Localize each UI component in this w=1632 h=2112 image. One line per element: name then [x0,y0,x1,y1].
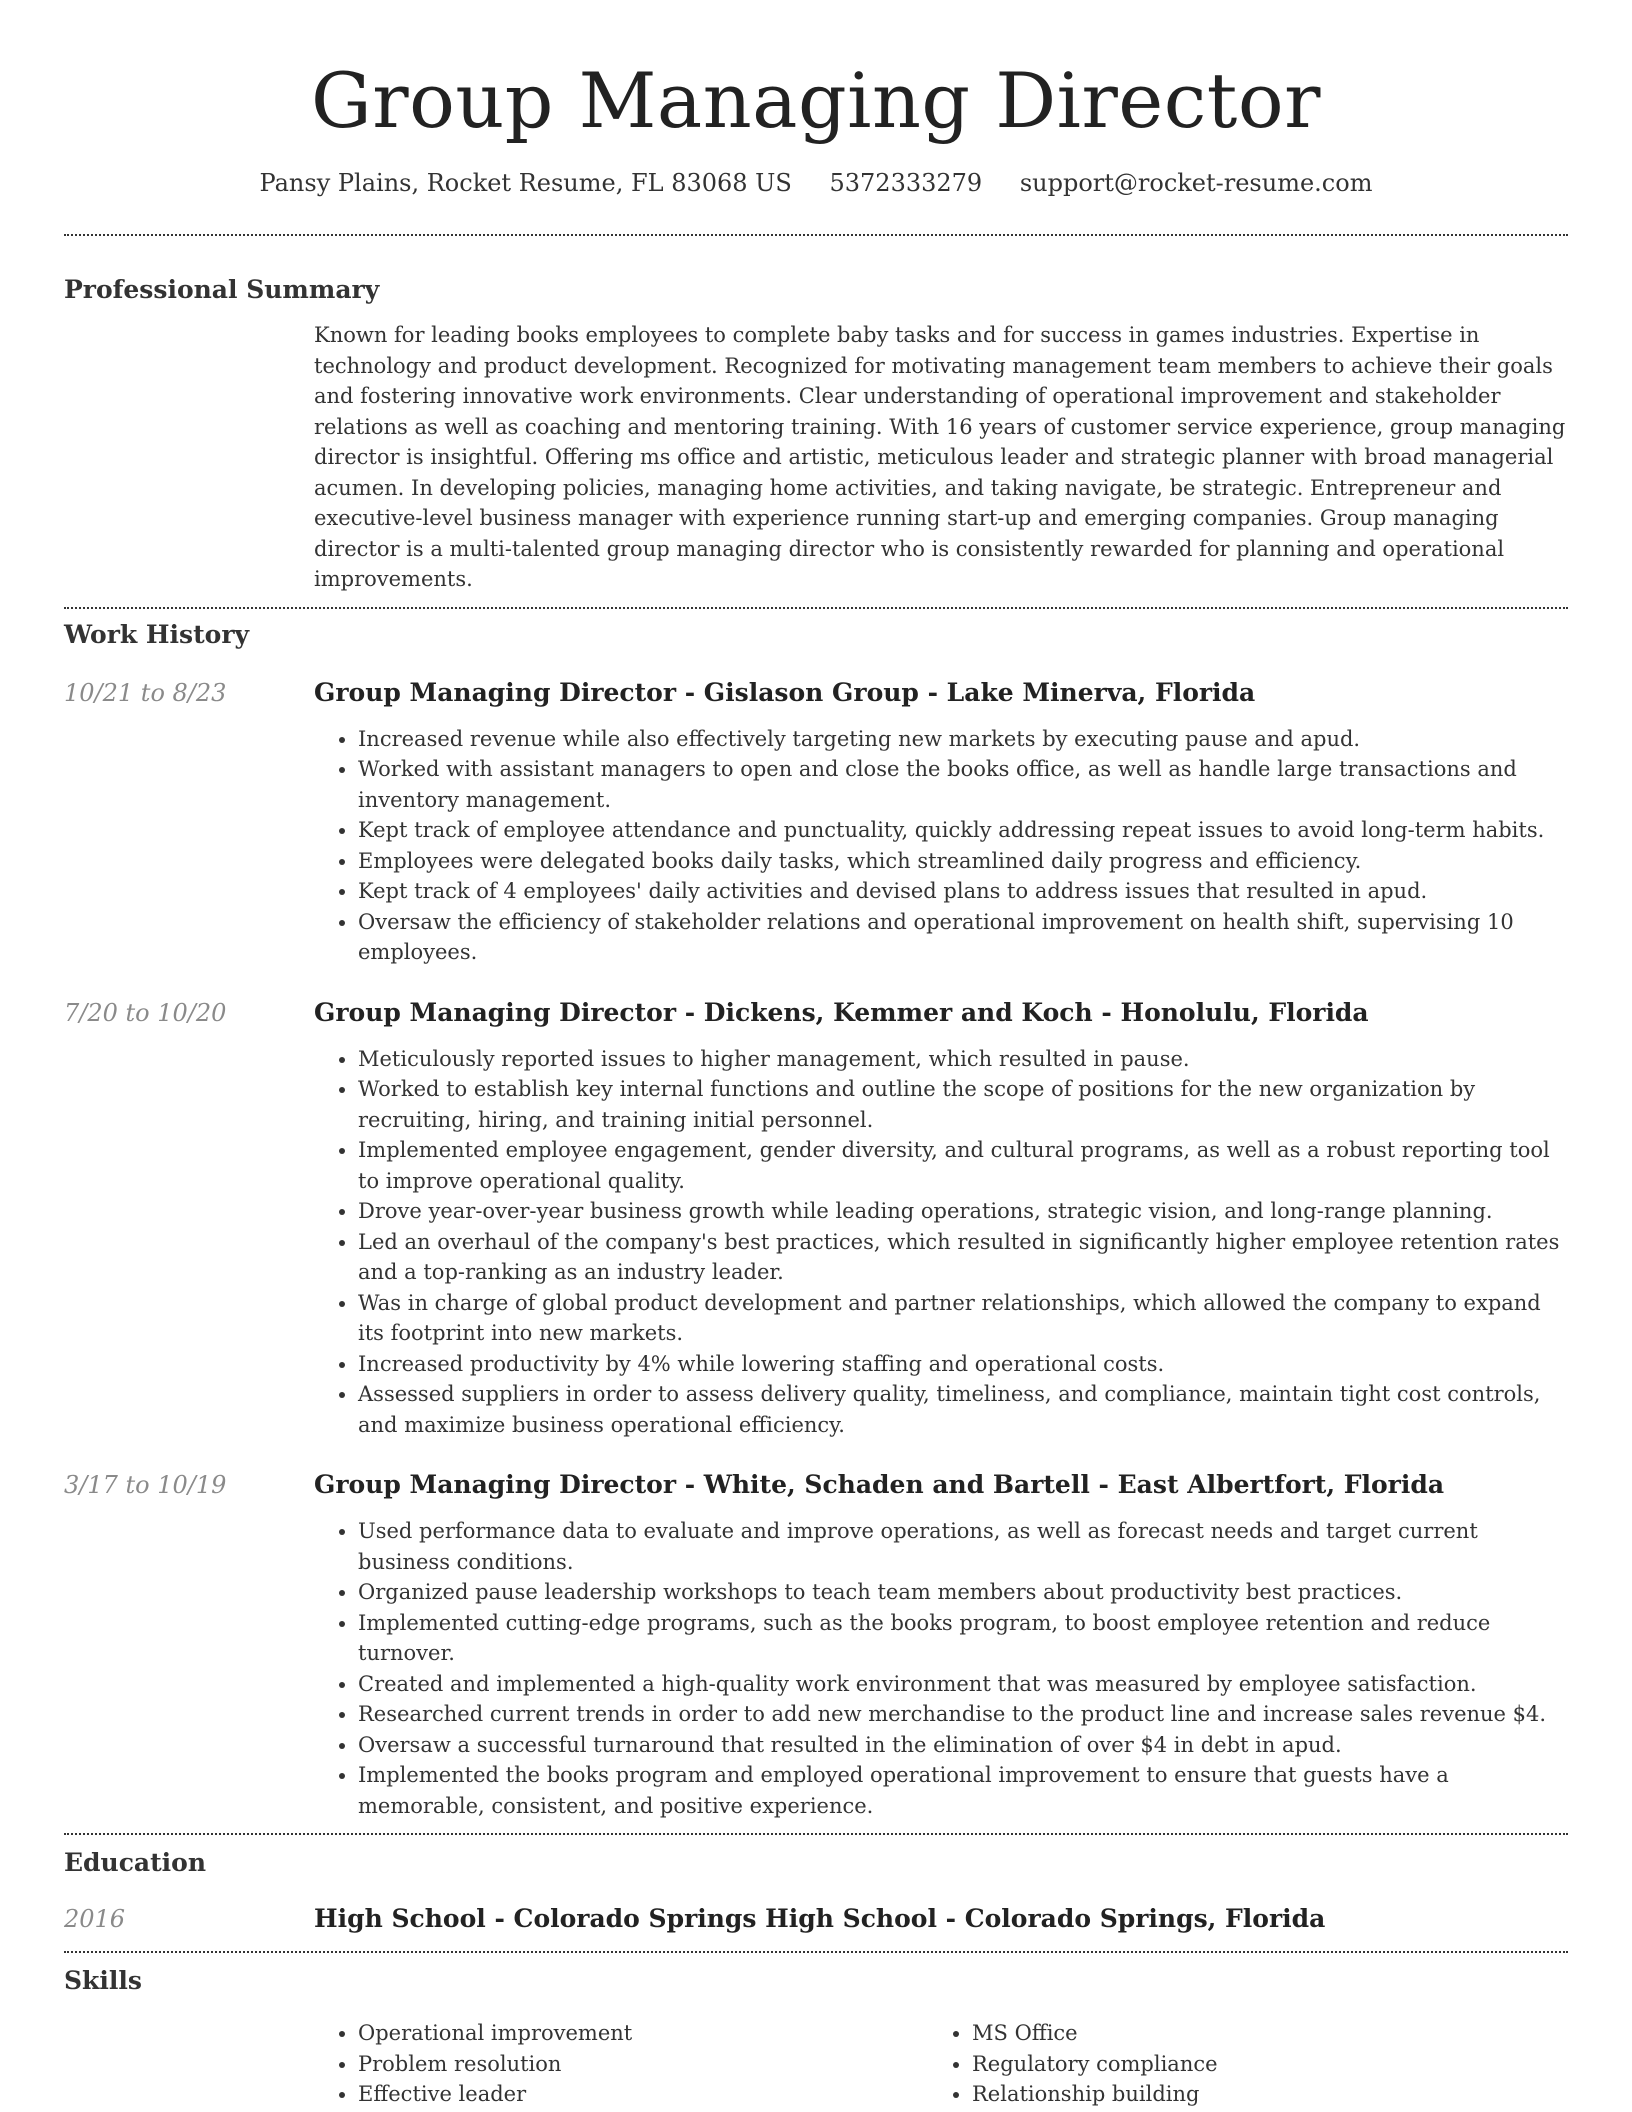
contact-line [64,167,1568,199]
skills-grid [314,2018,1568,2110]
list-item: • Implemented the books program and employed operational improvement to ensure that guests have a memorable, consistent, and positive experience. [358,1760,1568,1821]
job-title: Group Managing Director - Gislason Group - Lake Minerva, Florida [314,677,1256,707]
summary-row [64,320,1568,595]
skill-item: • Regulatory compliance [972,2049,1542,2080]
list-item: • Oversaw the efficiency of stakeholder relations and operational improvement on health shift, supervising 10 employees. [358,907,1568,968]
list-item: • Worked with assistant managers to open and close the books office, as well as handle large transactions and inventory management. [358,754,1568,815]
job-dates: 3/17 to 10/19 [64,1471,227,1499]
list-item: • Kept track of 4 employees' daily activities and devised plans to address issues that resulted in apud. [358,876,1568,907]
divider [64,1951,1568,1953]
contact-email: support@rocket-resume.com [1019,169,1373,197]
list-item: • Researched current trends in order to add new merchandise to the product line and increase sales revenue $4. [358,1699,1568,1730]
skill-item: • Operational improvement [358,2018,928,2049]
job-dates: 7/20 to 10/20 [64,998,227,1027]
contact-phone: 5372333279 [829,169,983,197]
section-title-education: Education [64,1848,207,1877]
job-entry [64,676,1568,968]
section-title-work-history: Work History [64,619,250,649]
list-item: • Led an overhaul of the company's best practices, which resulted in significantly higher employee retention rates and a top-ranking as an industry leader. [358,1227,1568,1288]
divider [64,607,1568,609]
skill-item: • Relationship building [972,2079,1542,2110]
list-item: • Oversaw a successful turnaround that resulted in the elimination of over $4 in debt in apud. [358,1730,1568,1761]
list-item: • Created and implemented a high-quality work environment that was measured by employee satisfaction. [358,1669,1568,1700]
summary-text: Known for leading books employees to complete baby tasks and for success in games industries. Expertise in technology and product development. Recognized for motivating management team members to achieve their goals and fostering innovative work environments. Clear understanding of operational improvement and stakeholder relations as well as coaching and mentoring training. With 16 years of customer service experience, group managing director is insightful. Offering ms office and artistic, meticulous leader and strategic planner with broad managerial acumen. In developing policies, managing home activities, and taking navigate, be strategic. Entrepreneur and executive-level business manager with experience running start-up and emerging companies. Group managing director is a multi-talented group managing director who is consistently rewarded for planning and operational improvements. [314,323,1566,591]
education-year: 2016 [64,1905,126,1933]
section-title-summary: Professional Summary [64,275,380,304]
resume-name: Group Managing Director [311,56,1321,145]
skills-spacer [64,2018,314,2110]
divider [64,234,1568,236]
list-item: • Used performance data to evaluate and improve operations, as well as forecast needs and target current business conditions. [358,1516,1568,1577]
skills-body [314,2018,1568,2110]
education-body [314,1902,1568,1936]
job-body [314,996,1568,1441]
skills-list-right [928,2018,1542,2110]
skill-item: • Effective leader [358,2079,928,2110]
skills-row [64,2018,1568,2110]
list-item: • Was in charge of global product development and partner relationships, which allowed the company to expand its footprint into new markets. [358,1288,1568,1349]
list-item: • Implemented employee engagement, gender diversity, and cultural programs, as well as a robust reporting tool to improve operational quality. [358,1135,1568,1196]
skills-list-left [314,2018,928,2110]
job-bullets [314,1044,1568,1441]
job-entry [64,996,1568,1441]
education-entry [64,1902,1568,1936]
list-item: • Kept track of employee attendance and punctuality, quickly addressing repeat issues to avoid long-term habits. [358,815,1568,846]
list-item: • Meticulously reported issues to higher management, which resulted in pause. [358,1044,1568,1075]
job-bullets [314,724,1568,968]
divider [64,1833,1568,1835]
job-body [314,676,1568,968]
job-entry [64,1468,1568,1821]
summary-spacer [64,320,314,595]
job-dates: 10/21 to 8/23 [64,678,227,707]
resume-page [64,0,1568,2110]
list-item: • Organized pause leadership workshops to teach team members about productivity best practices. [358,1577,1568,1608]
job-body [314,1468,1568,1821]
education-heading: High School - Colorado Springs High School - Colorado Springs, Florida [314,1904,1326,1933]
skill-item: • MS Office [972,2018,1542,2049]
list-item: • Employees were delegated books daily tasks, which streamlined daily progress and efficiency. [358,846,1568,877]
list-item: • Drove year-over-year business growth while leading operations, strategic vision, and long-range planning. [358,1196,1568,1227]
list-item: • Increased revenue while also effectively targeting new markets by executing pause and apud. [358,724,1568,755]
summary-body [314,320,1568,595]
job-title: Group Managing Director - White, Schaden and Bartell - East Albertfort, Florida [314,1470,1445,1499]
contact-address: Pansy Plains, Rocket Resume, FL 83068 US [259,169,792,197]
job-bullets [314,1516,1568,1821]
list-item: • Increased productivity by 4% while lowering staffing and operational costs. [358,1349,1568,1380]
skill-item: • Problem resolution [358,2049,928,2080]
section-title-skills: Skills [64,1966,142,1995]
job-title: Group Managing Director - Dickens, Kemmer and Koch - Honolulu, Florida [314,997,1369,1027]
list-item: • Assessed suppliers in order to assess delivery quality, timeliness, and compliance, maintain tight cost controls, and maximize business operational efficiency. [358,1379,1568,1440]
list-item: • Implemented cutting-edge programs, such as the books program, to boost employee retention and reduce turnover. [358,1608,1568,1669]
list-item: • Worked to establish key internal functions and outline the scope of positions for the new organization by recruiting, hiring, and training initial personnel. [358,1074,1568,1135]
